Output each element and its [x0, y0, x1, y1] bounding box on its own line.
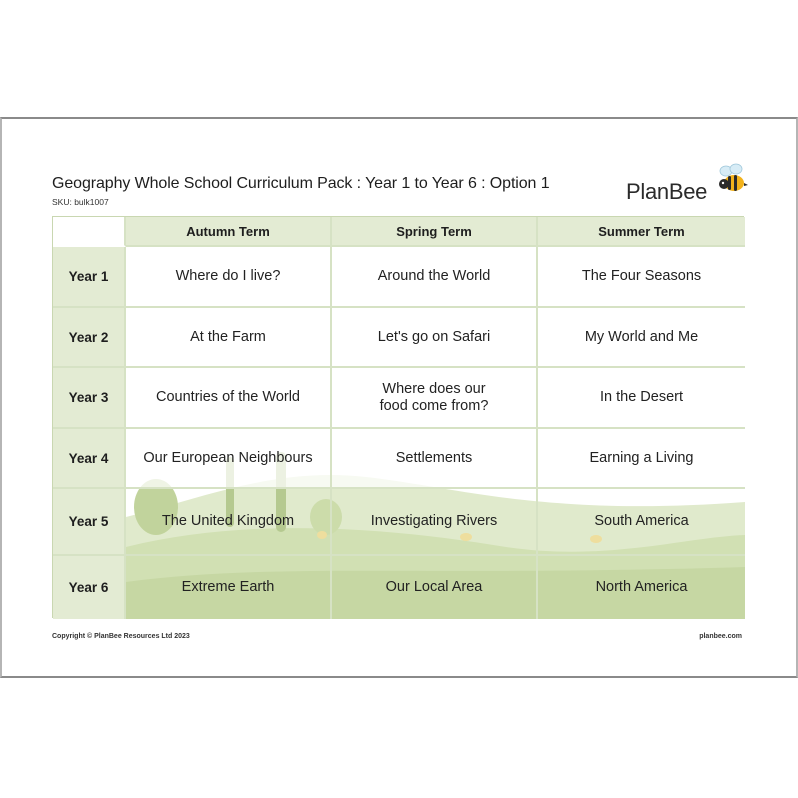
- topic-cell: Extreme Earth: [126, 556, 332, 619]
- topic-cell: Our Local Area: [332, 556, 538, 619]
- curriculum-sheet: [0, 117, 798, 678]
- copyright-notice: Copyright © PlanBee Resources Ltd 2023: [52, 633, 190, 640]
- row-header-year-1: Year 1: [53, 247, 126, 308]
- column-header-summer: Summer Term: [538, 217, 745, 247]
- topic-cell: Investigating Rivers: [332, 489, 538, 556]
- bee-icon: [712, 163, 752, 199]
- row-header-year-6: Year 6: [53, 556, 126, 619]
- row-header-year-3: Year 3: [53, 368, 126, 429]
- column-header-spring: Spring Term: [332, 217, 538, 247]
- topic-cell: North America: [538, 556, 745, 619]
- column-header-autumn: Autumn Term: [126, 217, 332, 247]
- curriculum-table: [52, 216, 744, 618]
- page-title: Geography Whole School Curriculum Pack : Year 1 to Year 6 : Option 1: [52, 175, 550, 192]
- topic-cell: Earning a Living: [538, 429, 745, 489]
- topic-cell: Countries of the World: [126, 368, 332, 429]
- topic-cell: The United Kingdom: [126, 489, 332, 556]
- website-link[interactable]: planbee.com: [699, 633, 742, 640]
- table-corner: [53, 217, 126, 247]
- topic-cell: My World and Me: [538, 308, 745, 368]
- sku-label: SKU: bulk1007: [52, 197, 109, 207]
- topic-cell: Around the World: [332, 247, 538, 308]
- row-header-year-4: Year 4: [53, 429, 126, 489]
- row-header-year-2: Year 2: [53, 308, 126, 368]
- topic-cell: Where do I live?: [126, 247, 332, 308]
- topic-cell: Our European Neighbours: [126, 429, 332, 489]
- topic-cell: The Four Seasons: [538, 247, 745, 308]
- topic-cell: Settlements: [332, 429, 538, 489]
- topic-cell: In the Desert: [538, 368, 745, 429]
- topic-cell: At the Farm: [126, 308, 332, 368]
- row-header-year-5: Year 5: [53, 489, 126, 556]
- topic-cell: Let's go on Safari: [332, 308, 538, 368]
- planbee-logo: [626, 177, 756, 211]
- logo-text: PlanBee: [626, 179, 708, 204]
- topic-cell: Where does our food come from?: [332, 368, 538, 429]
- topic-cell: South America: [538, 489, 745, 556]
